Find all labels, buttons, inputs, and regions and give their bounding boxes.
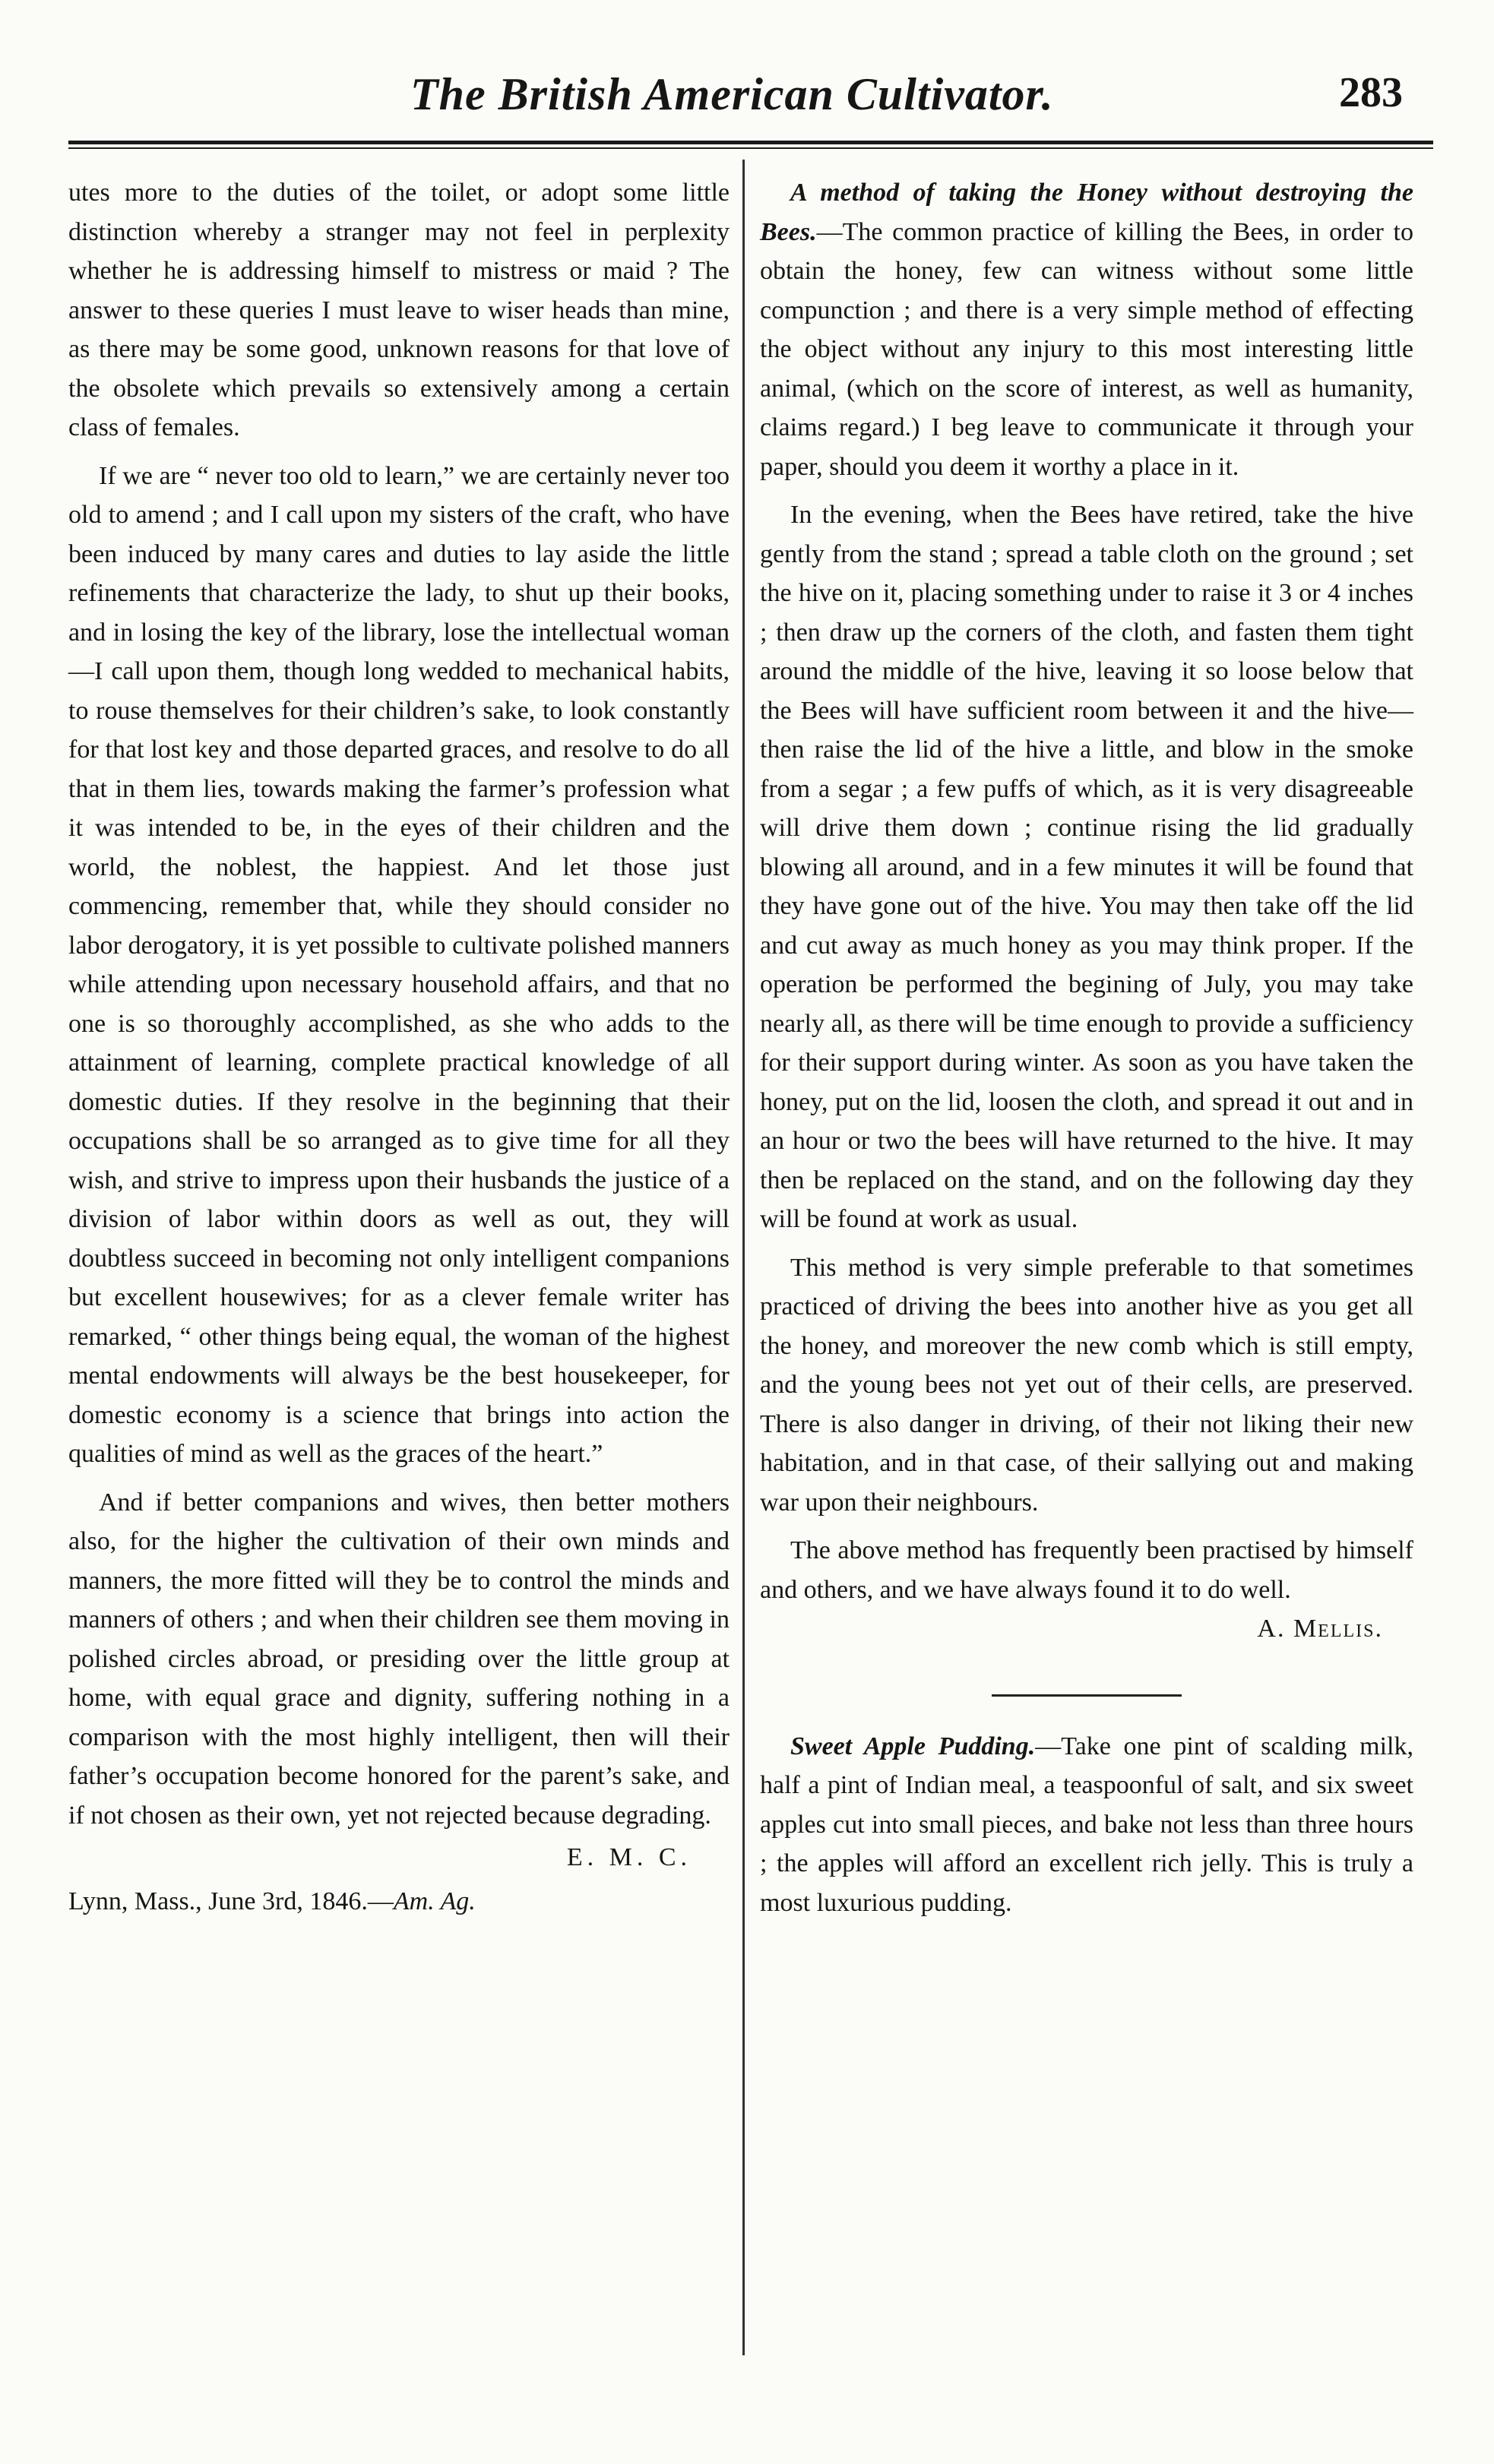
page-number: 283 [1339,69,1403,116]
honey-paragraph: The above method has frequently been practised by himself and others, and we have always found it to do well. [760,1536,1413,1604]
article-paragraph: utes more to the duties of the toilet, or adopt some little distinction whereby a stranger may not feel in perplexity whether he is addressing himself to mistress or maid ? The answer to these queries I must leave to wiser heads than mine, as there may be some good, unknown reasons for that love of the obsolete which prevails so extensively among a certain class of females. [68,179,730,441]
dateline-place: Lynn, Mass., June 3rd, 1846.— [68,1887,394,1915]
header-rule-thick [68,141,1433,144]
header-rule-thin [68,147,1433,149]
article-signature: E. M. C. [566,1843,692,1871]
honey-signature: A. Mellis. [1257,1615,1383,1643]
honey-intro: —The common practice of killing the Bees, in order to obtain the honey, few can witness without some little compunction ; and there is a very simple method of effecting the object without any injury to this most interesting little animal, (which on the score of interest, as well as humanity, claims regard.) I beg leave to communicate it through your paper, should you deem it worthy a place in it. [760,217,1413,481]
column-divider [742,160,745,2355]
article-dateline [68,1882,730,1922]
article-paragraph: If we are “ never too old to learn,” we are certainly never too old to amend ; and I call upon my sisters of the craft, who have been induced by many cares and duties to lay aside the little refinements that characterize the lady, to shut up their books, and in losing the key of the library, lose the intellectual woman—I call upon them, though long wedded to mechanical habits, to rouse themselves for their children’s sake, to look constantly for that lost key and those departed graces, and resolve to do all that in them lies, towards making the farmer’s profession what it was intended to be, in the eyes of their children and the world, the noblest, the happiest. And let those just commencing, remember that, while they should consider no labor derogatory, it is yet possible to cultivate polished manners while attending upon necessary household affairs, and that no one is so thoroughly accomplished, as she who adds to the attainment of learning, complete practical knowledge of all domestic duties. If they resolve in the beginning that their occupations shall be so arranged as to give time for all they wish, and strive to impress upon their husbands the justice of a division of labor within doors as well as out, they will doubtless succeed in becoming not only intelligent companions but excellent housewives; for as a clever female writer has remarked, “ other things being equal, the woman of the highest mental endowments will always be the best housekeeper, for domestic economy is a science that brings into action the qualities of mind as well as the graces of the heart.” [68,461,730,1468]
section-rule [992,1694,1182,1697]
pudding-text: —Take one pint of scalding milk, half a pint of Indian meal, a teaspoonful of salt, and six sweet apples cut into small pieces, and bake not less than three hours ; the apples will afford an excellent rich jelly. This is truly a most luxurious pudding. [760,1732,1414,1917]
running-title: The British American Cultivator. [410,69,1054,119]
honey-intro-paragraph [760,173,1413,486]
article-paragraph: And if better companions and wives, then better mothers also, for the higher the cultivation of their own minds and manners, the more fitted will they be to control the minds and manners of others ; and when their children see them moving in polished circles abroad, or presiding over the little group at home, with equal grace and dignity, suffering nothing in a comparison with the most highly intelligent, then will their father’s occupation become honored for the parent’s sake, and if not chosen as their own, yet not rejected because degrading. [68,1488,730,1830]
page-header [46,61,1448,144]
right-column [760,173,1413,1922]
dateline-source: Am. Ag. [393,1887,476,1915]
honey-heading: A method of taking the Honey without destroying the Bees. [760,179,1413,246]
pudding-heading: Sweet Apple Pudding. [790,1732,1036,1760]
pudding-paragraph [760,1727,1413,1923]
left-column [68,173,730,1921]
honey-paragraph: This method is very simple preferable to that sometimes practiced of driving the bees into another hive as you get all the honey, and moreover the new comb which is still empty, and the young bees not yet out of their cells, are preserved. There is also danger in driving, of their not liking their new habitation, and in that case, of their sallying out and making war upon their neighbours. [760,1253,1413,1517]
honey-paragraph: In the evening, when the Bees have retired, take the hive gently from the stand ; spread a table cloth on the ground ; set the hive on it, placing something under to raise it 3 or 4 inches ; then draw up the corners of the cloth, and fasten them tight around the middle of the hive, leaving it so loose below that the Bees will have sufficient room between it and the hive—then raise the lid of the hive a little, and blow in the smoke from a segar ; a few puffs of which, as it is very disagreeable will drive them down ; continue rising the lid gradually blowing all around, and in a few minutes it will be found that they have gone out of the hive. You may then take off the lid and cut away as much honey as you may think proper. If the operation be performed the begining of July, you may take nearly all, as there will be time enough to provide a sufficiency for their support during winter. As soon as you have taken the honey, put on the lid, loosen the cloth, and spread it out and in an hour or two the bees will have returned to the hive. It may then be replaced on the stand, and on the following day they will be found at work as usual. [760,501,1413,1233]
